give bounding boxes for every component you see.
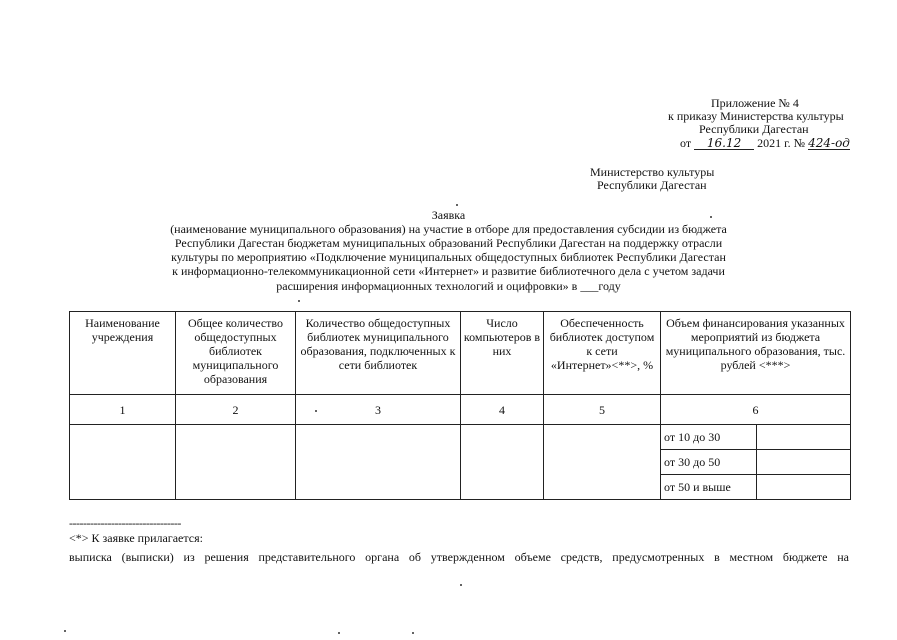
cell-institution-empty xyxy=(70,425,176,500)
scan-speck xyxy=(64,630,66,632)
footnote-separator: -------------------------------- xyxy=(69,516,181,530)
range-label: от 50 и выше xyxy=(661,475,757,500)
table-number-row xyxy=(70,395,851,425)
application-table xyxy=(69,311,851,500)
title-line-3: культуры по мероприятию «Подключение муниципальных общедоступных библиотек Республики Дагестан xyxy=(171,250,726,264)
range-value-empty xyxy=(757,450,851,475)
footnote-line-1: <*> К заявке прилагается: xyxy=(69,531,203,545)
range-value-empty xyxy=(757,425,851,450)
range-label: от 10 до 30 xyxy=(661,425,757,450)
column-number: 5 xyxy=(544,395,661,425)
table-header-row xyxy=(70,312,851,395)
cell-internet-access-empty xyxy=(544,425,661,500)
scan-speck xyxy=(456,204,458,206)
scan-speck xyxy=(298,300,300,302)
column-number: 3 xyxy=(296,395,461,425)
column-number: 6 xyxy=(661,395,851,425)
scan-speck xyxy=(460,584,462,586)
title-line-4: к информационно-телекоммуникационной сети «Интернет» и развитие библиотечного дела с учетом задачи xyxy=(172,264,725,278)
document-heading: Заявка xyxy=(431,208,466,222)
header-cell-institution: Наименование учреждения xyxy=(70,312,176,395)
date-prefix: от xyxy=(680,136,692,150)
title-line-5: расширения информационных технологий и оцифровки» в ___году xyxy=(276,279,621,293)
title-line-1: (наименование муниципального образования) на участие в отборе для предоставления субсидии из бюджета xyxy=(170,222,727,236)
date-handwritten: 16.12 xyxy=(694,137,754,150)
scan-speck xyxy=(315,410,317,412)
header-cell-connected-libraries: Количество общедоступных библиотек муниципального образования, подключенных к сети библиотек xyxy=(296,312,461,395)
scan-speck xyxy=(710,216,712,218)
cell-connected-libraries-empty xyxy=(296,425,461,500)
header-cell-computers: Число компьютеров в них xyxy=(461,312,544,395)
cell-computers-empty xyxy=(461,425,544,500)
appendix-date-line xyxy=(680,136,850,150)
scan-speck xyxy=(338,632,340,634)
date-year: 2021 г. № xyxy=(757,136,806,150)
range-label: от 30 до 50 xyxy=(661,450,757,475)
appendix-line-2: к приказу Министерства культуры xyxy=(668,109,844,123)
title-line-2: Республики Дагестан бюджетам муниципальных образований Республики Дагестан на поддержку отрасли xyxy=(174,236,723,250)
footnote-line-2: выписка (выписки) из решения представительного органа об утвержденном объеме средств, предусмотренных в местном бюджете на xyxy=(69,550,849,564)
scan-speck xyxy=(412,632,414,634)
appendix-line-1: Приложение № 4 xyxy=(711,96,799,110)
column-number: 1 xyxy=(70,395,176,425)
addressee-line-2: Республики Дагестан xyxy=(597,178,707,192)
column-number: 2 xyxy=(176,395,296,425)
header-cell-financing: Объем финансирования указанных мероприятий из бюджета муниципального образования, тыс. рублей <***> xyxy=(661,312,851,395)
header-cell-internet-access: Обеспеченность библиотек доступом к сети «Интернет»<**>, % xyxy=(544,312,661,395)
range-value-empty xyxy=(757,475,851,500)
order-number-handwritten: 424-од xyxy=(808,136,850,150)
table-row xyxy=(70,425,851,450)
appendix-line-3: Республики Дагестан xyxy=(699,122,809,136)
addressee-line-1: Министерство культуры xyxy=(590,165,715,179)
column-number: 4 xyxy=(461,395,544,425)
cell-total-libraries-empty xyxy=(176,425,296,500)
header-cell-total-libraries: Общее количество общедоступных библиотек муниципального образования xyxy=(176,312,296,395)
